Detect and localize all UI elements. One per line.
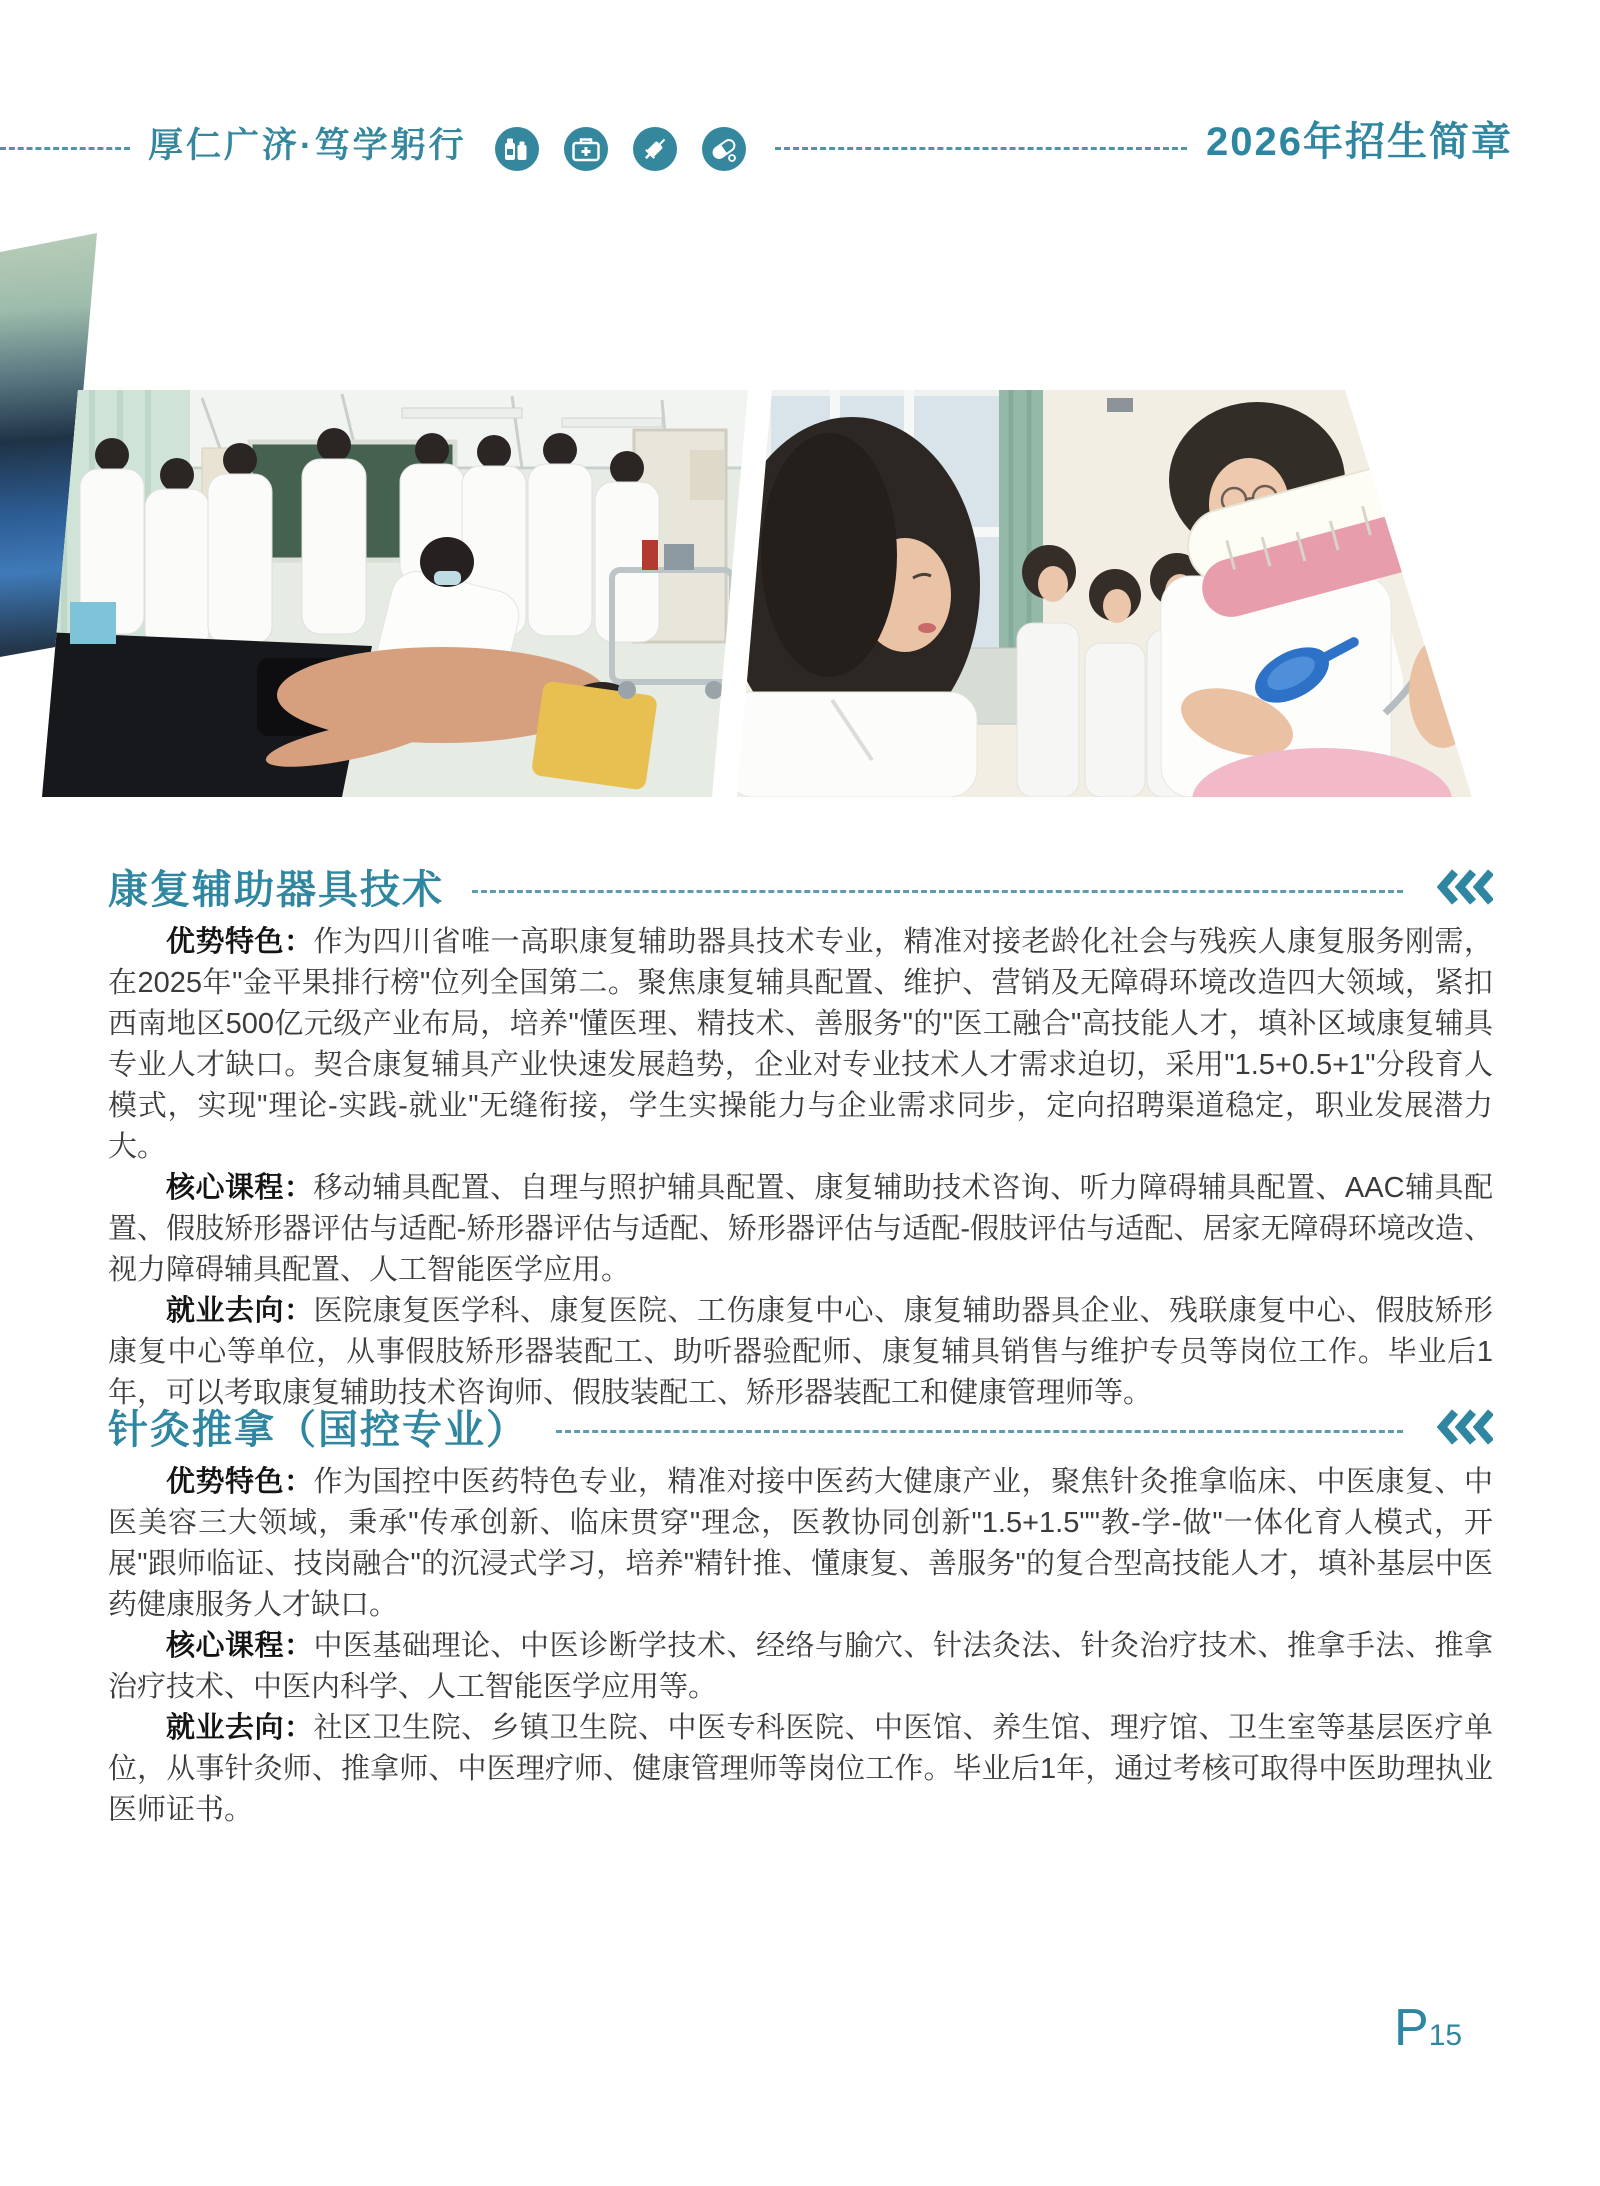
paragraph-label: 就业去向： (166, 1295, 314, 1327)
rehab-advantages-paragraph (108, 922, 1493, 1168)
triple-chevron-icon (1437, 869, 1493, 905)
paragraph-text: 医院康复医学科、康复医院、工伤康复中心、康复辅助器具企业、残联康复中心、假肢矫形康复中心等单位，从事假肢矫形器装配工、助听器验配师、康复辅具销售与维护专员等岗位工作。毕业后1年，可以考取康复辅助技术咨询师、假肢装配工、矫形器装配工和健康管理师等。 (108, 1295, 1493, 1409)
section-acupuncture-header (108, 1398, 1493, 1455)
section-rehab-body (108, 922, 1493, 1414)
paragraph-label: 就业去向： (166, 1712, 314, 1744)
paragraph-label: 核心课程： (166, 1630, 314, 1662)
section-rehab-header (108, 858, 1493, 915)
photo-collage (0, 0, 1600, 830)
photo-right-illustration (737, 390, 1483, 797)
acupuncture-careers-paragraph (108, 1708, 1493, 1831)
rehab-courses-paragraph (108, 1168, 1493, 1291)
paragraph-label: 核心课程： (166, 1172, 314, 1204)
paragraph-text: 社区卫生院、乡镇卫生院、中医专科医院、中医馆、养生馆、理疗馆、卫生室等基层医疗单位，从事针灸师、推拿师、中医理疗师、健康管理师等岗位工作。毕业后1年，通过考核可取得中医助理执业医师证书。 (108, 1712, 1493, 1826)
paragraph-label: 优势特色： (166, 1466, 314, 1498)
rehab-careers-paragraph (108, 1291, 1493, 1414)
section-acupuncture-body (108, 1462, 1493, 1831)
section-dash-rehab (472, 890, 1403, 893)
paragraph-text: 移动辅具配置、自理与照护辅具配置、康复辅助技术咨询、听力障碍辅具配置、AAC辅具配置、假肢矫形器评估与适配-矫形器评估与适配、矫形器评估与适配-假肢评估与适配、居家无障碍环境改造、视力障碍辅具配置、人工智能医学应用。 (108, 1172, 1493, 1286)
acupuncture-advantages-paragraph (108, 1462, 1493, 1626)
triple-chevron-icon (1437, 1409, 1493, 1445)
section-title-rehab: 康复辅助器具技术 (108, 868, 444, 912)
section-dash-acupuncture (556, 1430, 1403, 1433)
section-title-acupuncture: 针灸推拿（国控专业） (108, 1408, 528, 1452)
photo-left-illustration (42, 390, 748, 797)
paragraph-text: 作为国控中医药特色专业，精准对接中医药大健康产业，聚焦针灸推拿临床、中医康复、中医美容三大领域，秉承"传承创新、临床贯穿"理念，医教协同创新"1.5+1.5""教-学-做"一体化育人模式，开展"跟师临证、技岗融合"的沉浸式学习，培养"精针推、懂康复、善服务"的复合型高技能人才，填补基层中医药健康服务人才缺口。 (108, 1466, 1493, 1621)
acupuncture-courses-paragraph (108, 1626, 1493, 1708)
paragraph-label: 优势特色： (166, 926, 314, 958)
paragraph-text: 作为四川省唯一高职康复辅助器具技术专业，精准对接老龄化社会与残疾人康复服务刚需，在2025年"金平果排行榜"位列全国第二。聚焦康复辅具配置、维护、营销及无障碍环境改造四大领域，紧扣西南地区500亿元级产业布局，培养"懂医理、精技术、善服务"的"医工融合"高技能人才，填补区域康复辅具专业人才缺口。契合康复辅具产业快速发展趋势，企业对专业技术人才需求迫切，采用"1.5+0.5+1"分段育人模式，实现"理论-实践-就业"无缝衔接，学生实操能力与企业需求同步，定向招聘渠道稳定，职业发展潜力大。 (108, 926, 1493, 1163)
brochure-title: 2026年招生简章 (1206, 120, 1513, 164)
page-number-value: 15 (1428, 2019, 1463, 2052)
page-number (1394, 1998, 1462, 2058)
school-motto: 厚仁广济·笃学躬行 (148, 126, 467, 165)
page-number-prefix: P (1394, 1999, 1429, 2057)
paragraph-text: 中医基础理论、中医诊断学技术、经络与腧穴、针法灸法、针灸治疗技术、推拿手法、推拿治疗技术、中医内科学、人工智能医学应用等。 (108, 1630, 1493, 1703)
